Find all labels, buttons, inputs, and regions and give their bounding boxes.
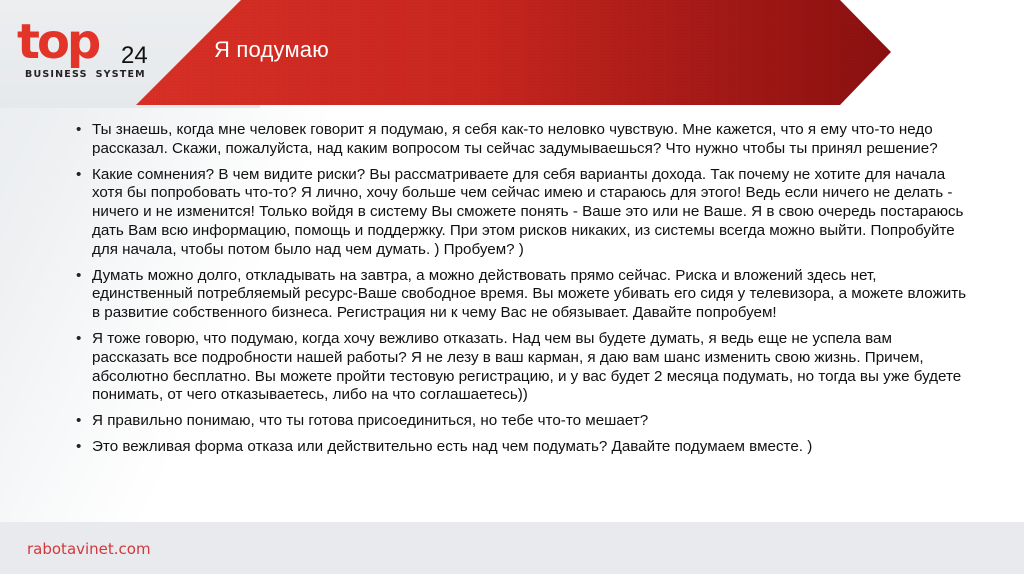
- bullet-text: Думать можно долго, откладывать на завтра, а можно действовать прямо сейчас. Риска и вложений здесь нет, единственный потребляемый ресурс-Ваше свободное время. Вы можете убивать его сидя у телевизора, а можете вложить в развитие собственного бизнеса. Регистрация ни к чему Вас не обязывает. Давайте попробуем!: [92, 266, 967, 322]
- top24-logo: [17, 14, 148, 84]
- bullet-item: [76, 166, 971, 260]
- bullet-text: Какие сомнения? В чем видите риски? Вы рассматриваете для себя варианты дохода. Так почему не хотите для начала хотя бы попробовать что-то? Я лично, хочу больше чем сейчас имею и стараюсь для этого! Ведь если ничего не делать - ничего и не изменится! Только войдя в систему Вы сможете понять - Ваше это или не Ваше. Я в свою очередь постараюсь дать Вам всю информацию, помощь и поддержку. При этом рисков никаких, из системы всегда можно выйти. Попробуйте для начала, чтобы потом было над чем думать. ) Пробуем? ): [92, 165, 964, 258]
- bullet-text: Ты знаешь, когда мне человек говорит я подумаю, я себя как-то неловко чувствую. Мне кажется, что я ему что-то недо рассказал. Скажи, пожалуйста, над каким вопросом ты сейчас задумываешься? Что нужно чтобы ты принял решение?: [92, 121, 938, 157]
- bullet-icon: •: [76, 266, 82, 284]
- logo-subtitle-left: BUSINESS: [25, 69, 88, 80]
- slide-title: Я подумаю: [214, 37, 329, 62]
- bullet-text: Я тоже говорю, что подумаю, когда хочу вежливо отказать. Над чем вы будете думать, я ведь еще не успела вам рассказать все подробности нашей работы? Я не лезу в ваш карман, я даю вам шанс изменить свою жизнь. Причем, абсолютно бесплатно. Вы можете пройти тестовую регистрацию, и у вас будет 2 месяца подумать, но тогда вы уже будете понимать, от чего отказываетесь, либо на что соглашаетесь)): [92, 329, 962, 404]
- bullet-item: [76, 412, 971, 431]
- bullet-icon: •: [76, 329, 82, 347]
- bullet-item: [76, 121, 971, 159]
- logo-number: 24: [121, 42, 148, 69]
- logo-brand-text: top: [17, 14, 99, 70]
- bullet-item: [76, 330, 971, 405]
- footer-website-link[interactable]: rabotavinet.com: [27, 540, 151, 558]
- bullet-list: [76, 121, 971, 457]
- bullet-icon: •: [76, 437, 82, 455]
- bullet-text: Я правильно понимаю, что ты готова присоединиться, но тебе что-то мешает?: [92, 412, 649, 430]
- bullet-icon: •: [76, 121, 82, 138]
- slide-content: [76, 121, 971, 464]
- bullet-item: [76, 438, 971, 457]
- logo-subtitle: [25, 70, 146, 80]
- logo-subtitle-right: SYSTEM: [95, 69, 146, 80]
- title-banner: [0, 0, 1024, 106]
- bullet-item: [76, 267, 971, 323]
- bullet-icon: •: [76, 412, 82, 430]
- bullet-icon: •: [76, 165, 82, 183]
- footer-bar: [0, 522, 1024, 574]
- bullet-text: Это вежливая форма отказа или действительно есть над чем подумать? Давайте подумаем вместе. ): [92, 437, 813, 455]
